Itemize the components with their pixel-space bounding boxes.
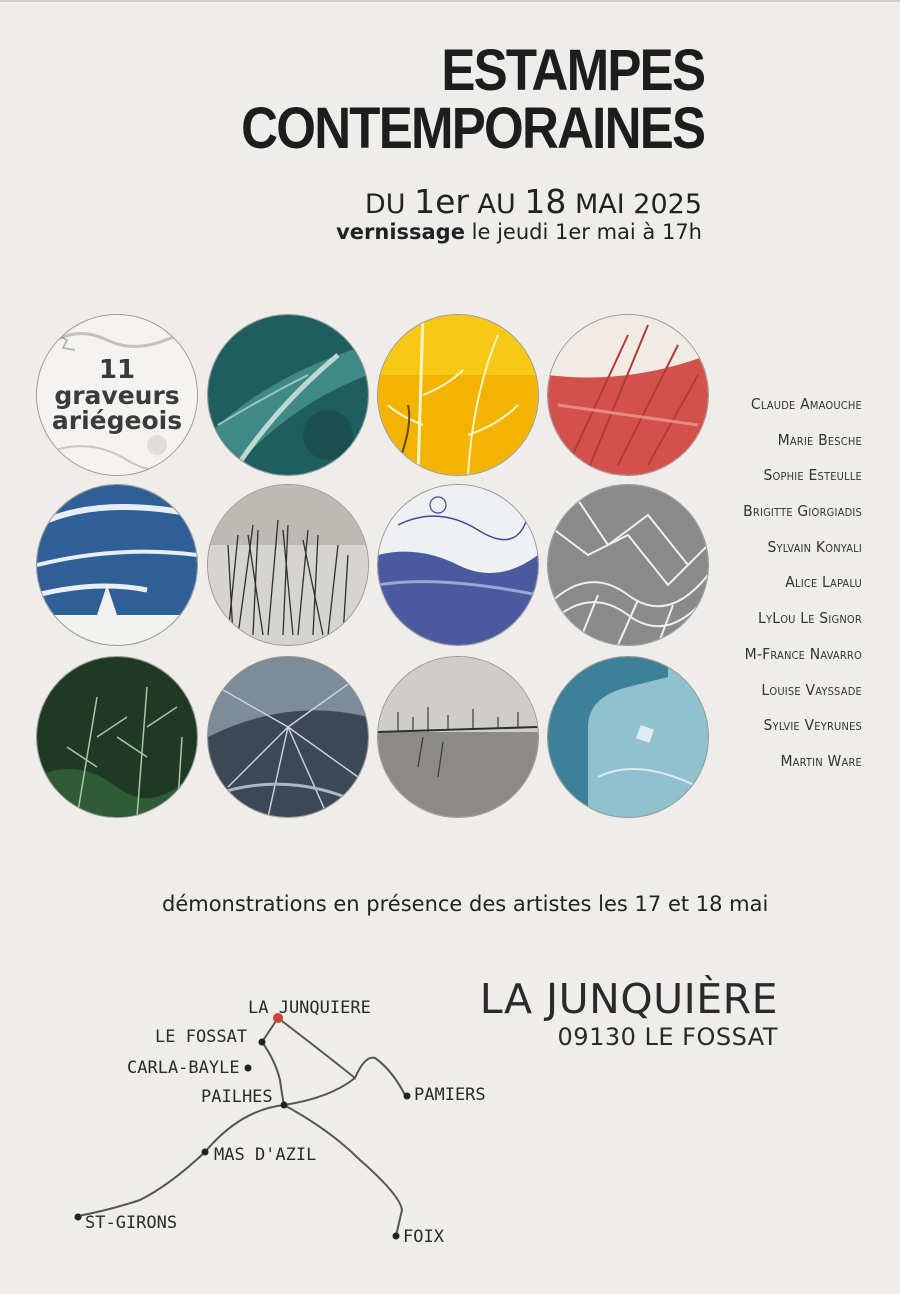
title-line-2: CONTEMPORAINES bbox=[240, 96, 704, 161]
venue-address: 09130 LE FOSSAT bbox=[557, 1023, 778, 1051]
graveurs-badge-circle bbox=[36, 314, 198, 476]
dates-au: AU bbox=[477, 189, 516, 220]
place-pamiers: PAMIERS bbox=[414, 1085, 486, 1105]
place-le-fossat: LE FOSSAT bbox=[155, 1027, 248, 1047]
print-gray-landscape-circle bbox=[377, 656, 539, 818]
mas-dazil-dot-icon bbox=[202, 1149, 209, 1156]
grass-etching-image bbox=[208, 485, 368, 645]
pamiers-dot-icon bbox=[404, 1093, 411, 1100]
location-map bbox=[0, 980, 520, 1280]
graveurs-badge bbox=[37, 315, 197, 475]
artist-name: Martin Ware bbox=[780, 751, 862, 770]
place-foix: FOIX bbox=[403, 1227, 444, 1247]
road-pailhes-foix bbox=[284, 1105, 402, 1236]
artist-name: Claude Amaouche bbox=[750, 395, 862, 413]
artist-name: Sylvain Konyali bbox=[767, 537, 862, 556]
artist-name: LyLou Le Signor bbox=[758, 609, 862, 628]
dates-day: 18 bbox=[524, 182, 567, 221]
print-green-circle bbox=[36, 656, 198, 818]
print-yellow-circle bbox=[377, 314, 539, 476]
graveurs-word: graveurs bbox=[54, 381, 180, 410]
road-fossat-pamiers bbox=[278, 1018, 405, 1095]
place-carla-bayle: CARLA-BAYLE bbox=[127, 1058, 240, 1078]
ariegeois-word: ariégeois bbox=[51, 406, 183, 435]
pailhes-dot-icon bbox=[281, 1102, 288, 1109]
vernissage-text: le jeudi 1er mai à 17h bbox=[471, 220, 702, 244]
gray-landscape-print-image bbox=[378, 657, 538, 817]
place-pailhes: PAILHES bbox=[201, 1087, 273, 1107]
road-pailhes-pamiers bbox=[284, 1078, 355, 1105]
dates-month-year: MAI 2025 bbox=[574, 189, 702, 220]
artist-name: Brigitte Giorgiadis bbox=[743, 502, 862, 521]
print-blue-waves-circle bbox=[36, 484, 198, 646]
print-blue-landscape-circle bbox=[377, 484, 539, 646]
st-girons-dot-icon bbox=[75, 1214, 82, 1221]
teal-print-image bbox=[208, 315, 368, 475]
blue-landscape-print-image bbox=[378, 485, 538, 645]
foix-dot-icon bbox=[393, 1233, 400, 1240]
artist-name: Sophie Esteulle bbox=[763, 466, 862, 485]
print-teal-circle bbox=[207, 314, 369, 476]
venue-name: LA JUNQUIÈRE bbox=[479, 975, 778, 1023]
dates-du: DU bbox=[364, 189, 406, 220]
artist-name: M-France Navarro bbox=[744, 644, 862, 663]
venue-block bbox=[480, 975, 778, 1051]
graveurs-count: 11 bbox=[98, 355, 136, 385]
title-line-1: ESTAMPES bbox=[441, 38, 704, 103]
dates-first: 1er bbox=[414, 182, 469, 221]
blue-waves-print-image bbox=[37, 485, 197, 645]
artist-name: Alice Lapalu bbox=[785, 573, 862, 592]
place-st-girons: ST-GIRONS bbox=[85, 1213, 178, 1233]
slate-print-image bbox=[208, 657, 368, 817]
print-grass-circle bbox=[207, 484, 369, 646]
artists-list bbox=[622, 392, 862, 785]
artist-name: Marie Besche bbox=[777, 430, 862, 449]
carla-bayle-dot-icon bbox=[245, 1065, 252, 1072]
roads bbox=[78, 1018, 405, 1236]
green-print-image bbox=[37, 657, 197, 817]
print-slate-circle bbox=[207, 656, 369, 818]
place-la-junquiere: LA JUNQUIERE bbox=[248, 998, 371, 1018]
demonstrations-text: démonstrations en présence des artistes les 17 et 18 mai bbox=[162, 892, 769, 916]
vernissage-label: vernissage bbox=[336, 220, 465, 244]
place-mas-dazil: MAS D'AZIL bbox=[214, 1145, 317, 1165]
yellow-plant-print-image bbox=[378, 315, 538, 475]
artist-name: Louise Vayssade bbox=[761, 680, 862, 699]
artist-name: Sylvie Veyrunes bbox=[763, 716, 862, 735]
fossat-dot-icon bbox=[259, 1039, 266, 1046]
